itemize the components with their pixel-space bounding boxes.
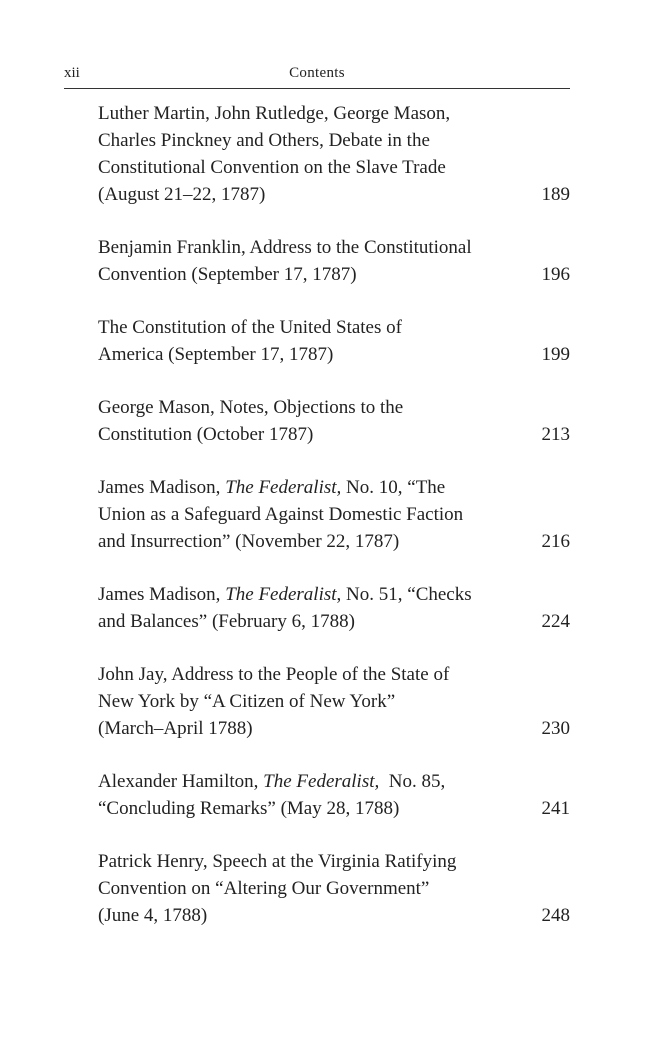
- toc-text: No. 85,: [379, 771, 446, 792]
- toc-entry-line: New York by “A Citizen of New York”: [98, 691, 396, 712]
- toc-entry: [98, 474, 570, 555]
- toc-page-number: 196: [541, 264, 570, 285]
- toc-entry-title: [98, 848, 506, 929]
- toc-page-number: 216: [541, 531, 570, 552]
- toc-entry: [98, 768, 570, 822]
- toc-entry-line: and Insurrection” (November 22, 1787): [98, 531, 400, 552]
- toc-entry-line: Constitutional Convention on the Slave Trade: [98, 157, 446, 178]
- toc-page-number: 213: [541, 424, 570, 445]
- toc-italic-text: The Federalist,: [263, 771, 380, 792]
- toc-text: , No. 51, “Checks: [336, 584, 472, 605]
- toc-page-number: 248: [541, 905, 570, 926]
- toc-entry-line: America (September 17, 1787): [98, 344, 334, 365]
- toc-entry-title: [98, 474, 506, 555]
- toc-italic-text: The Federalist: [225, 584, 337, 605]
- toc-entry-title: [98, 394, 506, 448]
- toc-entry-line: Convention (September 17, 1787): [98, 264, 357, 285]
- toc-entry-line: Luther Martin, John Rutledge, George Mason,: [98, 103, 451, 124]
- toc-page-number: 241: [541, 798, 570, 819]
- toc-page-number: 199: [541, 344, 570, 365]
- toc-entry-line: “Concluding Remarks” (May 28, 1788): [98, 798, 400, 819]
- toc-text: James Madison,: [98, 477, 226, 498]
- toc-entry-title: [98, 768, 506, 822]
- toc-entry-line: and Balances” (February 6, 1788): [98, 611, 355, 632]
- toc-entry-line: John Jay, Address to the People of the State of: [98, 664, 450, 685]
- toc-entry: [98, 100, 570, 208]
- toc-entry-line: Charles Pinckney and Others, Debate in the: [98, 130, 430, 151]
- toc-entry-line: Benjamin Franklin, Address to the Constitutional: [98, 237, 472, 258]
- running-head-title: Contents: [289, 65, 345, 81]
- toc-entry-line: The Constitution of the United States of: [98, 317, 402, 338]
- toc-entry-line: (March–April 1788): [98, 718, 253, 739]
- toc-text: No. 10, “The: [341, 477, 446, 498]
- contents-list: [98, 100, 570, 955]
- toc-entry-title: [98, 581, 506, 635]
- toc-page-number: 224: [541, 611, 570, 632]
- toc-entry: [98, 394, 570, 448]
- toc-entry-title: [98, 234, 506, 288]
- toc-entry: [98, 848, 570, 929]
- toc-entry-title: [98, 314, 506, 368]
- toc-text: Alexander Hamilton,: [98, 771, 264, 792]
- toc-entry: [98, 661, 570, 742]
- toc-page-number: 189: [541, 184, 570, 205]
- toc-entry-line: [98, 474, 506, 501]
- running-head: [64, 62, 570, 84]
- toc-entry-line: (August 21–22, 1787): [98, 184, 266, 205]
- page-folio: xii: [64, 65, 80, 81]
- toc-entry-title: [98, 661, 506, 742]
- toc-entry-line: Convention on “Altering Our Government”: [98, 878, 430, 899]
- toc-entry-line: Union as a Safeguard Against Domestic Faction: [98, 504, 464, 525]
- toc-entry-line: George Mason, Notes, Objections to the: [98, 397, 404, 418]
- toc-entry-line: Patrick Henry, Speech at the Virginia Ratifying: [98, 851, 457, 872]
- toc-italic-text: The Federalist,: [225, 477, 342, 498]
- toc-entry-line: [98, 581, 506, 608]
- toc-entry-line: (June 4, 1788): [98, 905, 208, 926]
- header-rule: [64, 88, 570, 89]
- toc-entry-line: [98, 768, 506, 795]
- toc-entry: [98, 234, 570, 288]
- toc-entry: [98, 314, 570, 368]
- toc-entry: [98, 581, 570, 635]
- toc-text: James Madison,: [98, 584, 226, 605]
- toc-page-number: 230: [541, 718, 570, 739]
- toc-entry-title: [98, 100, 506, 208]
- toc-entry-line: Constitution (October 1787): [98, 424, 314, 445]
